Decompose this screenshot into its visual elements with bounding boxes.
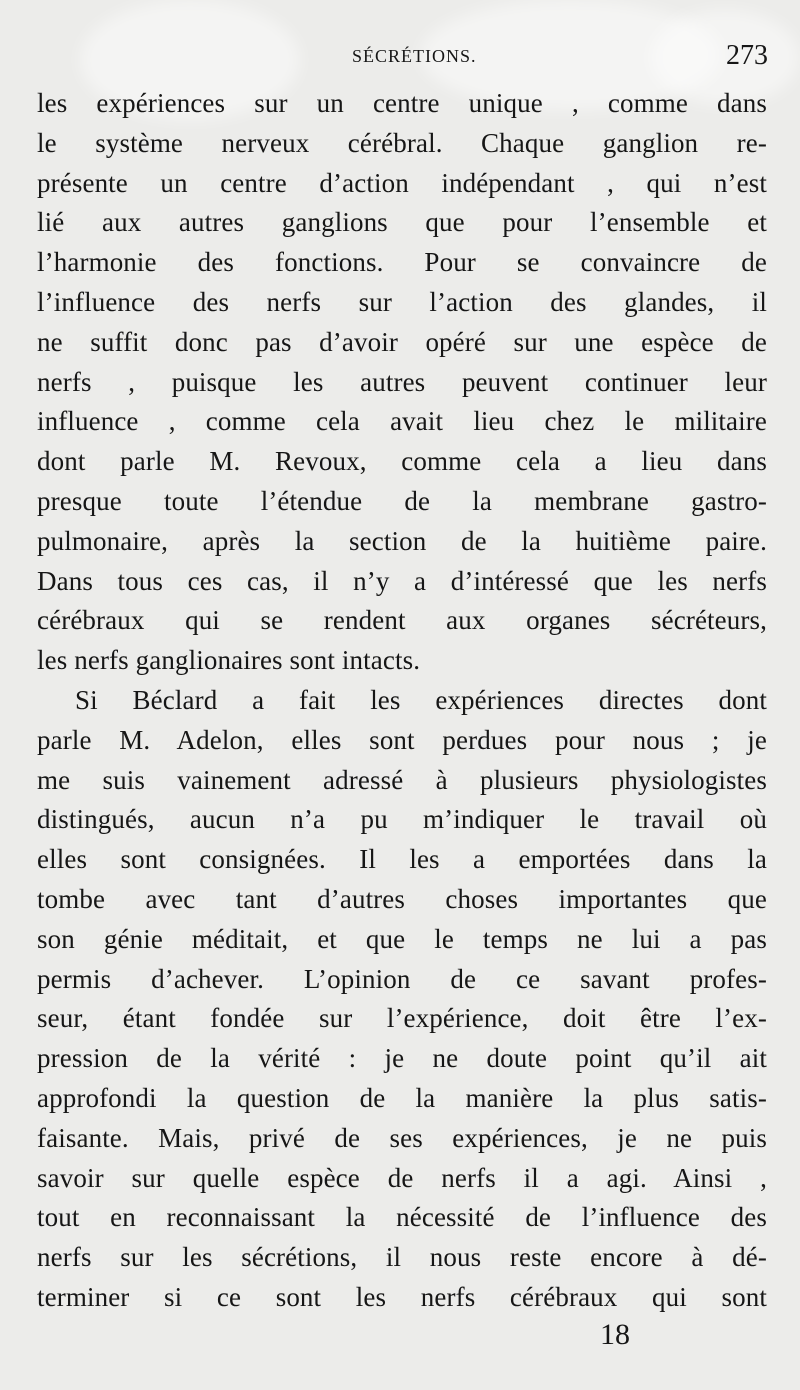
text-line: dont parle M. Revoux, comme cela a lieu dans bbox=[37, 446, 767, 477]
text-line: parle M. Adelon, elles sont perdues pour nous ; je bbox=[37, 724, 767, 755]
body-text bbox=[37, 84, 767, 1318]
text-line: me suis vainement adressé à plusieurs physiologistes bbox=[37, 764, 767, 795]
text-line: savoir sur quelle espèce de nerfs il a agi. Ainsi , bbox=[37, 1162, 767, 1193]
text-line: pulmonaire, après la section de la huitième paire. bbox=[37, 525, 767, 556]
text-line: les expériences sur un centre unique , comme dans bbox=[37, 88, 767, 118]
text-line: ne suffit donc pas d’avoir opéré sur une espèce de bbox=[37, 326, 767, 357]
text-line: l’harmonie des fonctions. Pour se convaincre de bbox=[37, 247, 767, 278]
running-head: SÉCRÉTIONS. bbox=[352, 46, 477, 66]
text-line: nerfs , puisque les autres peuvent continuer leur bbox=[37, 366, 767, 397]
text-line: présente un centre d’action indépendant , qui n’est bbox=[37, 167, 767, 198]
text-line: distingués, aucun n’a pu m’indiquer le travail où bbox=[37, 804, 767, 835]
text-line: terminer si ce sont les nerfs cérébraux qui sont bbox=[37, 1281, 767, 1312]
text-line: approfondi la question de la manière la plus satis- bbox=[37, 1082, 767, 1113]
text-line: nerfs sur les sécrétions, il nous reste encore à dé- bbox=[37, 1242, 767, 1273]
text-line: faisante. Mais, privé de ses expériences, je ne puis bbox=[37, 1122, 767, 1153]
text-line: son génie méditait, et que le temps ne lui a pas bbox=[37, 923, 767, 954]
text-line: cérébraux qui se rendent aux organes sécréteurs, bbox=[37, 605, 767, 636]
text-line: permis d’achever. L’opinion de ce savant profes- bbox=[37, 963, 767, 994]
text-line: Si Béclard a fait les expériences directes dont bbox=[75, 684, 767, 715]
page-number: 273 bbox=[726, 40, 768, 71]
text-line: Dans tous ces cas, il n’y a d’intéressé que les nerfs bbox=[37, 565, 767, 596]
text-line: tout en reconnaissant la nécessité de l’influence des bbox=[37, 1202, 767, 1233]
text-line: l’influence des nerfs sur l’action des glandes, il bbox=[37, 286, 767, 317]
signature-mark: 18 bbox=[600, 1318, 630, 1351]
text-line: pression de la vérité : je ne doute point qu’il ait bbox=[37, 1043, 767, 1074]
text-line: seur, étant fondée sur l’expérience, doit être l’ex- bbox=[37, 1003, 767, 1034]
text-line: tombe avec tant d’autres choses importantes que bbox=[37, 883, 767, 914]
text-line: les nerfs ganglionaires sont intacts. bbox=[37, 645, 421, 676]
text-line: le système nerveux cérébral. Chaque ganglion re- bbox=[37, 127, 767, 158]
text-line: lié aux autres ganglions que pour l’ensemble et bbox=[37, 207, 767, 238]
text-line: presque toute l’étendue de la membrane gastro- bbox=[37, 485, 767, 516]
page-header bbox=[40, 40, 770, 80]
text-line: influence , comme cela avait lieu chez le militaire bbox=[37, 406, 767, 437]
text-line: elles sont consignées. Il les a emportées dans la bbox=[37, 844, 767, 875]
